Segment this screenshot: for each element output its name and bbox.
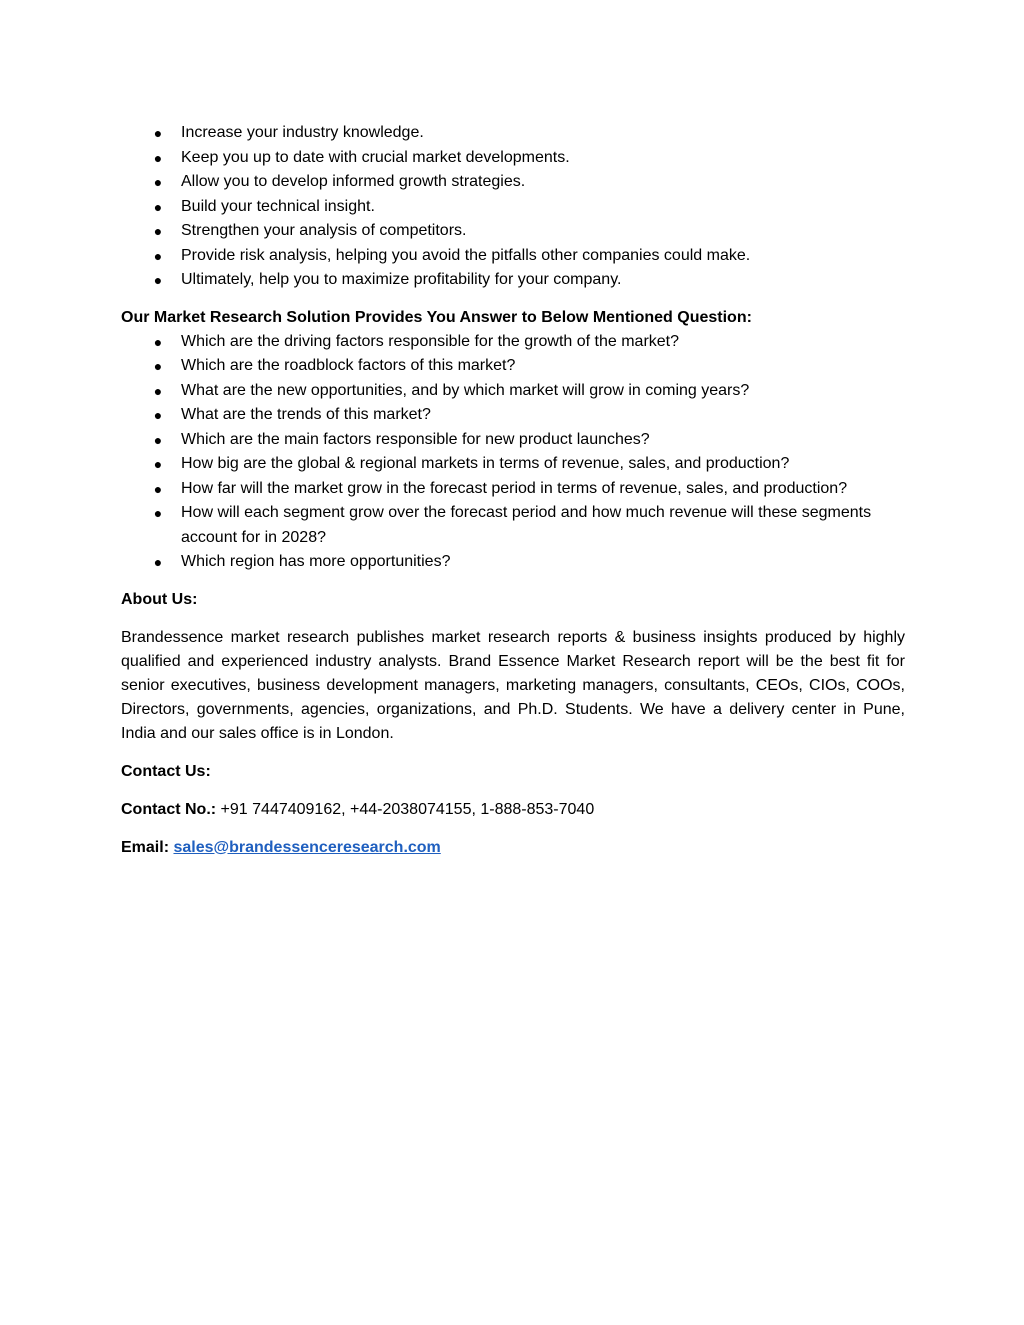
bullet-icon: ●	[153, 247, 163, 264]
bullet-icon: ●	[153, 149, 163, 166]
list-item: ● What are the trends of this market?	[121, 403, 905, 428]
bullet-icon: ●	[153, 382, 163, 399]
list-item: ● Which region has more opportunities?	[121, 550, 905, 575]
bullet-icon: ●	[153, 480, 163, 497]
bullet-icon: ●	[153, 407, 163, 423]
bullet-icon: ●	[153, 505, 163, 521]
list-item: ● How will each segment grow over the forecast period and how much revenue will these segments account for in 2028?	[121, 501, 905, 550]
list-item: ● Which are the main factors responsible for new product launches?	[121, 428, 905, 453]
contact-phone-value: +91 7447409162, +44-2038074155, 1-888-853-7040	[216, 800, 595, 818]
list-item: ● Which are the driving factors responsible for the growth of the market?	[121, 330, 905, 355]
list-item: ● How big are the global & regional markets in terms of revenue, sales, and production?	[121, 452, 905, 477]
bullet-icon: ●	[153, 223, 163, 239]
list-item: ● Increase your industry knowledge.	[121, 121, 905, 146]
list-item: ● Provide risk analysis, helping you avoid the pitfalls other companies could make.	[121, 244, 905, 269]
bullet-icon: ●	[153, 174, 163, 190]
bullet-icon: ●	[153, 272, 163, 288]
list-item: ● Strengthen your analysis of competitors.	[121, 219, 905, 244]
list-item: ● How far will the market grow in the forecast period in terms of revenue, sales, and production?	[121, 477, 905, 502]
benefits-list	[121, 121, 905, 293]
bullet-icon: ●	[153, 431, 163, 448]
contact-phone-label: Contact No.:	[121, 800, 217, 818]
contact-heading: Contact Us:	[121, 762, 211, 780]
bullet-icon: ●	[153, 358, 163, 374]
about-paragraph: Brandessence market research publishes market research reports & business insights produced by highly qualified and experienced industry analysts. Brand Essence Market Research report will be the best fit for senior executives, business development managers, marketing managers, consultants, CEOs, CIOs, COOs, Directors, governments, agencies, organizations, and Ph.D. Students. We have a delivery center in Pune, India and our sales office is in London.	[121, 628, 905, 742]
list-item: ● Build your technical insight.	[121, 195, 905, 220]
document-content	[121, 121, 905, 860]
list-item: ● What are the new opportunities, and by which market will grow in coming years?	[121, 379, 905, 404]
bullet-icon: ●	[153, 125, 163, 141]
contact-email-line	[121, 836, 905, 860]
contact-email-label: Email:	[121, 838, 170, 856]
list-item: ● Keep you up to date with crucial market developments.	[121, 146, 905, 171]
bullet-icon: ●	[153, 198, 163, 215]
contact-phone-line	[121, 798, 905, 822]
bullet-icon: ●	[153, 456, 163, 472]
questions-heading: Our Market Research Solution Provides You Answer to Below Mentioned Question:	[121, 308, 752, 326]
list-item: ● Which are the roadblock factors of this market?	[121, 354, 905, 379]
questions-list	[121, 330, 905, 575]
email-link[interactable]: sales@brandessenceresearch.com	[173, 838, 441, 856]
about-heading: About Us:	[121, 590, 198, 608]
bullet-icon: ●	[153, 333, 163, 350]
bullet-icon: ●	[153, 554, 163, 570]
list-item: ● Allow you to develop informed growth strategies.	[121, 170, 905, 195]
list-item: ● Ultimately, help you to maximize profitability for your company.	[121, 268, 905, 293]
